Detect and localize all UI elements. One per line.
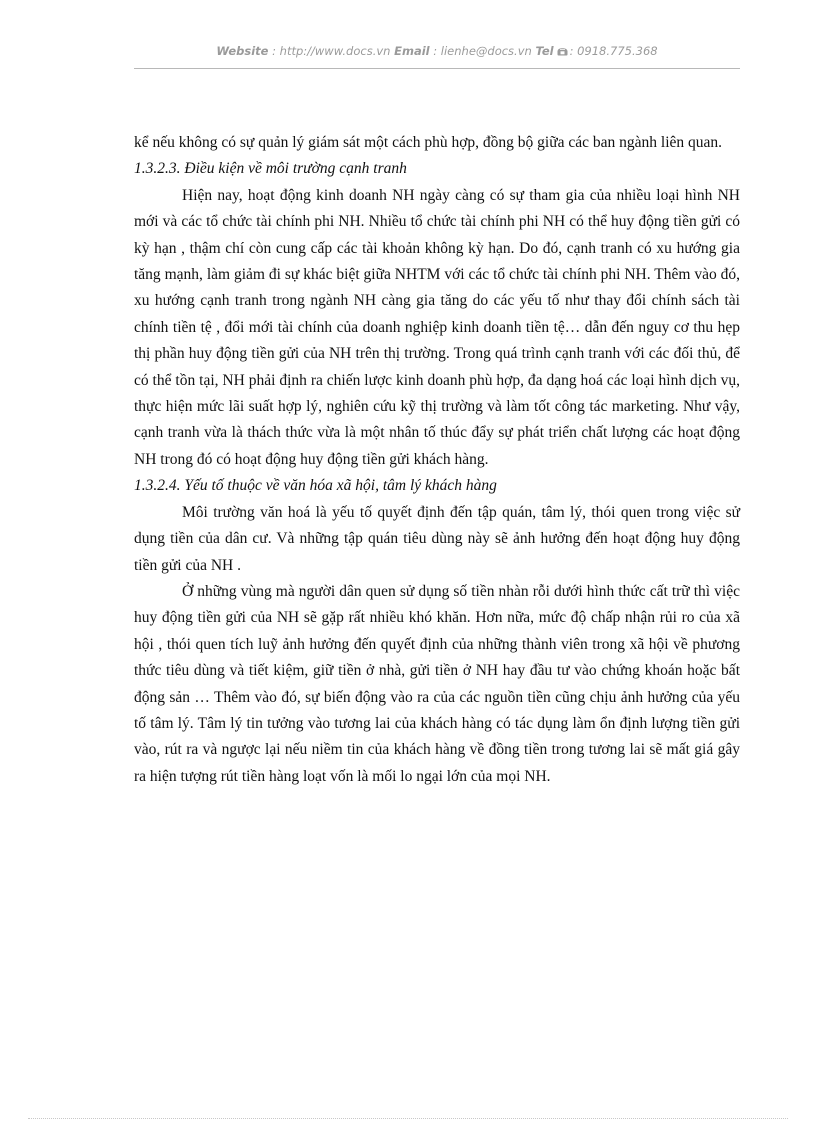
section-heading-culture: 1.3.2.4. Yếu tố thuộc về văn hóa xã hội, tâm lý khách hàng bbox=[134, 477, 497, 495]
tel-value: 0918.775.368 bbox=[577, 44, 658, 58]
paragraph-culture-psychology: Ở những vùng mà người dân quen sử dụng số tiền nhàn rỗi dưới hình thức cất trữ thì việc huy động tiền gửi của NH sẽ gặp rất nhiều khó khăn. Hơn nữa, mức độ chấp nhận rủi ro của xã hội , thói quen tích luỹ ảnh hưởng đến quyết định của những thành viên trong xã hội về phương thức tiêu dùng và tiết kiệm, giữ tiền ở nhà, gửi tiền ở NH hay đầu tư vào chứng khoán hoặc bất động sản … Thêm vào đó, sự biến động vào ra của các nguồn tiền cũng chịu ảnh hưởng của yếu tố tâm lý. Tâm lý tin tưởng vào tương lai của khách hàng có tác dụng làm ổn định lượng tiền gửi vào, rút ra và ngược lại nếu niềm tin của khách hàng về đồng tiền trong tương lai sẽ mất giá gây ra hiện tượng rút tiền hàng loạt vốn là mối lo ngại lớn của mọi NH. bbox=[134, 582, 740, 785]
section-heading-competition: 1.3.2.3. Điều kiện về môi trường cạnh tranh bbox=[134, 160, 407, 178]
tel-sep: : bbox=[569, 44, 578, 58]
tel-label: Tel bbox=[535, 44, 554, 58]
document-body bbox=[134, 130, 740, 790]
paragraph-culture-environment: Môi trường văn hoá là yếu tố quyết định đến tập quán, tâm lý, thói quen trong việc sử dụng tiền của dân cư. Và những tập quán tiêu dùng này sẽ ảnh hưởng đến hoạt động huy động tiền gửi của NH . bbox=[134, 503, 740, 574]
paragraph-continuation: kể nếu không có sự quản lý giám sát một cách phù hợp, đồng bộ giữa các ban ngành liên quan. bbox=[134, 134, 723, 151]
website-label: Website bbox=[216, 44, 269, 58]
page-bottom-border bbox=[28, 1118, 788, 1119]
website-url[interactable]: http://www.docs.vn bbox=[279, 44, 391, 58]
paragraph-competition: Hiện nay, hoạt động kinh doanh NH ngày càng có sự tham gia của nhiều loại hình NH mới và các tổ chức tài chính phi NH. Nhiều tổ chức tài chính phi NH có thể huy động tiền gửi có kỳ hạn , thậm chí còn cung cấp các tài khoản không kỳ hạn. Do đó, cạnh tranh có xu hướng gia tăng mạnh, làm giảm đi sự khác biệt giữa NHTM với các tổ chức tài chính phi NH. Thêm vào đó, xu hướng cạnh tranh trong ngành NH càng gia tăng do các yếu tố như thay đổi chính sách tài chính tiền tệ , đổi mới tài chính của doanh nghiệp kinh doanh tiền tệ… dẫn đến nguy cơ thu hẹp thị phần huy động tiền gửi của NH trên thị trường. Trong quá trình cạnh tranh với các đối thủ, để có thể tồn tại, NH phải định ra chiến lược kinh doanh phù hợp, đa dạng hoá các loại hình dịch vụ, thực hiện mức lãi suất hợp lý, nghiên cứu kỹ thị trường và làm tốt công tác marketing. Như vậy, cạnh tranh vừa là thách thức vừa là một nhân tố thúc đẩy sự phát triển chất lượng các hoạt động NH trong đó có hoạt động huy động tiền gửi khách hàng. bbox=[134, 186, 740, 468]
email-label: Email bbox=[394, 44, 430, 58]
phone-icon bbox=[557, 47, 568, 56]
email-value[interactable]: lienhe@docs.vn bbox=[440, 44, 532, 58]
website-sep: : bbox=[268, 44, 280, 58]
email-sep: : bbox=[429, 44, 441, 58]
page-header bbox=[134, 44, 740, 69]
